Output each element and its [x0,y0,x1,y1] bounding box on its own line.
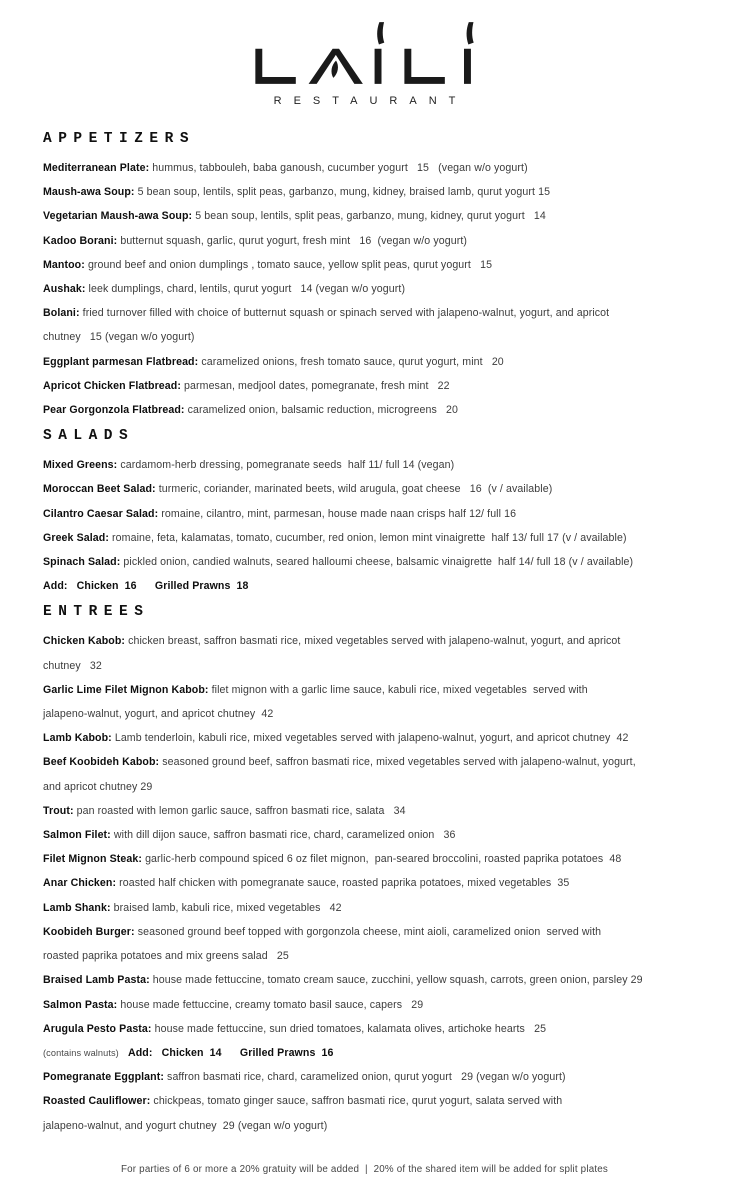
logo-letter-l2 [404,49,444,84]
item-desc: ground beef and onion dumplings , tomato sauce, yellow split peas, qurut yogurt 15 [87,258,493,271]
menu-item [43,1089,686,1137]
item-name: Bolani: [43,307,83,320]
item-name: Add: Chicken 16 Grilled Prawns 18 [43,580,249,593]
item-desc: filet mignon with a garlic lime sauce, kabuli rice, mixed vegetables served with [211,683,588,696]
item-desc: jalapeno-walnut, and yogurt chutney 29 (vegan w/o yogurt) [43,1119,328,1132]
menu-item [43,204,686,228]
menu-item [43,1041,686,1065]
menu-item [43,993,686,1017]
item-desc: house made fettuccine, sun dried tomatoes, kalamata olives, artichoke hearts 25 [154,1022,547,1035]
item-name: Mediterranean Plate: [43,162,153,174]
logo-letter-i1 [374,49,381,84]
laili-logo-lettermark [252,20,478,86]
menu-item [43,550,686,574]
menu-item [43,398,686,422]
item-desc: leek dumplings, chard, lentils, qurut yogurt 14 (vegan w/o yogurt) [88,283,406,296]
item-name: Add: Chicken 14 Grilled Prawns 16 [127,1046,334,1059]
item-desc: chutney 32 [43,659,102,672]
item-desc: hummus, tabbouleh, baba ganoush, cucumber yogurt 15 (vegan w/o yogurt) [152,162,528,174]
item-desc: chicken breast, saffron basmati rice, mixed vegetables served with jalapeno-walnut, yogurt, and apricot [128,635,621,648]
menu-item [43,1017,686,1041]
menu-item [43,847,686,871]
item-desc: roasted paprika potatoes and mix greens salad 25 [43,950,289,963]
item-name: Mantoo: [43,258,88,271]
item-name: Braised Lamb Pasta: [43,974,153,987]
menu-item [43,1065,686,1089]
item-desc: chutney 15 (vegan w/o yogurt) [43,331,195,344]
menu-item [43,920,686,968]
menu-item [43,477,686,501]
item-desc: and apricot chutney 29 [43,780,153,793]
item-name: Filet Mignon Steak: [43,853,146,866]
menu-item [43,678,686,726]
menu-item [43,374,686,398]
menu-item [43,229,686,253]
item-name: Chicken Kabob: [43,635,129,648]
item-desc: roasted half chicken with pomegranate sauce, roasted paprika potatoes, mixed vegetables 35 [119,877,570,890]
item-name: Trout: [43,804,77,817]
menu-item [43,574,686,598]
menu-item [43,871,686,895]
menu-item [43,277,686,301]
logo-accent-2 [466,22,473,44]
item-name: Apricot Chicken Flatbread: [43,379,185,392]
item-desc: Lamb tenderloin, kabuli rice, mixed vegetables served with jalapeno-walnut, yogurt, and apricot chutney 42 [114,732,629,745]
item-name: Maush-awa Soup: [43,186,138,199]
item-desc: romaine, feta, kalamatas, tomato, cucumber, red onion, lemon mint vinaigrette half 13/ full 17 (v / available) [112,531,627,544]
item-desc: with dill dijon sauce, saffron basmati rice, chard, caramelized onion 36 [113,829,456,842]
item-desc: jalapeno-walnut, yogurt, and apricot chutney 42 [43,708,274,721]
item-name: Lamb Shank: [43,901,114,914]
menu-item [43,799,686,823]
menu-item [43,750,686,798]
item-desc: pan roasted with lemon garlic sauce, saffron basmati rice, salata 34 [76,804,406,817]
item-name: Anar Chicken: [43,877,120,890]
item-desc: turmeric, coriander, marinated beets, wild arugula, goat cheese 16 (v / available) [158,483,553,496]
item-desc: romaine, cilantro, mint, parmesan, house made naan crisps half 12/ full 16 [161,507,517,520]
item-name: Roasted Cauliflower: [43,1095,154,1108]
logo-letter-i2 [464,49,471,84]
menu-item [43,453,686,477]
item-name: Garlic Lime Filet Mignon Kabob: [43,683,212,696]
menu-item [43,526,686,550]
item-name: Cilantro Caesar Salad: [43,507,162,520]
item-name: Pear Gorgonzola Flatbread: [43,404,188,417]
item-name: Arugula Pesto Pasta: [43,1022,155,1035]
item-name: Salmon Pasta: [43,998,121,1011]
item-desc: seasoned ground beef topped with gorgonzola cheese, mint aioli, caramelized onion served with [137,925,602,938]
logo-accent-1 [377,22,384,44]
item-desc: house made fettuccine, creamy tomato basil sauce, capers 29 [120,998,424,1011]
item-name: Salmon Filet: [43,829,114,842]
item-desc: caramelized onions, fresh tomato sauce, qurut yogurt, mint 20 [201,355,504,368]
item-desc [119,1047,128,1059]
item-name: Vegetarian Maush-awa Soup: [43,210,196,223]
item-name: Mixed Greens: [43,459,121,472]
item-desc: 5 bean soup, lentils, split peas, garbanzo, mung, kidney, braised lamb, qurut yogurt 15 [137,186,551,199]
item-desc: (contains walnuts) [43,1047,119,1058]
item-desc: butternut squash, garlic, qurut yogurt, fresh mint 16 (vegan w/o yogurt) [120,234,467,247]
section-title-entrees: ENTREES [43,604,150,621]
logo-letter-l1 [255,49,295,84]
menu-item [43,253,686,277]
item-name: Aushak: [43,283,89,296]
menu-item [43,502,686,526]
item-desc: fried turnover filled with choice of butternut squash or spinach served with jalapeno-walnut, yogurt, and apricot [82,307,610,320]
item-desc: garlic-herb compound spiced 6 oz filet mignon, pan-seared broccolini, roasted paprika potatoes 48 [145,853,622,866]
item-name: Greek Salad: [43,531,113,544]
menu-sections [0,131,729,1138]
item-desc: seasoned ground beef, saffron basmati rice, mixed vegetables served with jalapeno-walnut, yogurt, [162,756,636,769]
menu-item [43,726,686,750]
menu-item [43,896,686,920]
menu-item [43,629,686,677]
item-desc: cardamom-herb dressing, pomegranate seeds half 11/ full 14 (vegan) [120,459,455,472]
footer-note: For parties of 6 or more a 20% gratuity will be added | 20% of the shared item will be added for split plates [120,1163,609,1175]
menu-item [43,350,686,374]
item-desc: 5 bean soup, lentils, split peas, garbanzo, mung, kidney, qurut yogurt 14 [195,210,546,223]
item-name: Beef Koobideh Kabob: [43,756,163,769]
item-name: Pomegranate Eggplant: [43,1071,168,1084]
section-title-appetizers: APPETIZERS [43,131,196,147]
item-name: Koobideh Burger: [43,925,138,938]
section-title-salads: SALADS [43,428,135,445]
item-name: Kadoo Borani: [43,234,121,247]
item-name: Spinach Salad: [43,556,124,569]
item-desc: chickpeas, tomato ginger sauce, saffron basmati rice, qurut yogurt, salata served with [153,1095,563,1108]
item-name: Eggplant parmesan Flatbread: [43,355,202,368]
item-desc: parmesan, medjool dates, pomegranate, fresh mint 22 [184,379,450,392]
item-name: Lamb Kabob: [43,732,115,745]
logo-subtitle: RESTAURANT [273,95,468,107]
menu-item [43,180,686,204]
item-desc: braised lamb, kabuli rice, mixed vegetables 42 [113,901,342,914]
menu-item [43,968,686,992]
item-desc: saffron basmati rice, chard, caramelized onion, qurut yogurt 29 (vegan w/o yogurt) [167,1071,566,1084]
item-desc: caramelized onion, balsamic reduction, microgreens 20 [187,404,459,417]
item-desc: pickled onion, candied walnuts, seared halloumi cheese, balsamic vinaigrette half 14/ full 18 (v / available) [123,556,634,569]
item-desc: house made fettuccine, tomato cream sauce, zucchini, yellow squash, carrots, green onion, parsley 29 [152,974,643,987]
restaurant-logo [0,0,729,107]
menu-item [43,823,686,847]
menu-item [43,156,686,180]
logo-leaf [331,60,337,77]
menu-item [43,301,686,349]
item-name: Moroccan Beet Salad: [43,483,159,496]
